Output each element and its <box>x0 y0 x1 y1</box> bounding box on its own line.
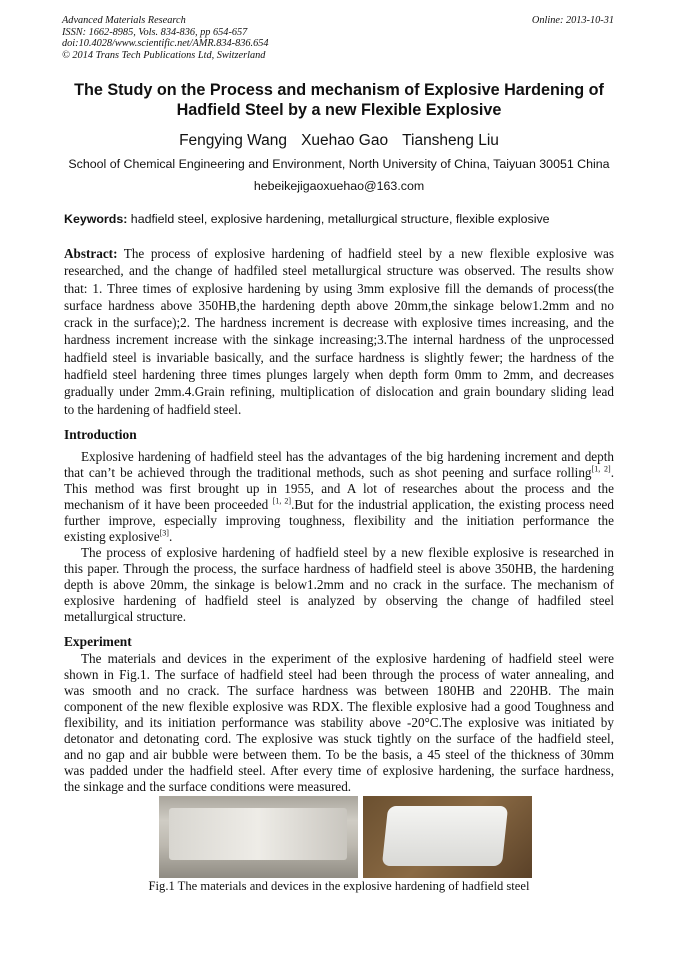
title-line: Hadfield Steel by a new Flexible Explosive <box>176 101 502 119</box>
author: Tiansheng Liu <box>402 132 499 149</box>
text: . <box>168 529 173 544</box>
text-line: detonator and detonating cord. The explosive was stuck tightly on the surface of the hadfield steel, <box>64 731 614 746</box>
journal-header <box>62 15 269 61</box>
text-line: this paper. Through the process, the surface hardness of hadfield steel is above 350HB, the hardening <box>64 561 614 576</box>
text-line <box>64 497 614 513</box>
text-line: explosive hardening of hadfield steel is analyzed by observing the change of hadfiled steel <box>64 593 614 608</box>
text-line: further improve, especially improving toughness, flexibility and the initiation performance the <box>64 513 614 528</box>
abstract-line: surface hardness above 350HB,the hardening depth above 20mm,the sinkage below1.2mm and no <box>64 297 614 313</box>
online-date: Online: 2013-10-31 <box>531 15 614 26</box>
abstract-line: that: 1. Three times of explosive hardening by using 3mm explosive fill the demands of process(the <box>64 280 614 296</box>
text-line: This method was first brought up in 1955, and A lot of researches about the process and the <box>64 481 614 496</box>
abstract-line: crack in the surface);2. The hardness increment is decrease with explosive times increasing, and the <box>64 315 614 331</box>
text-line: metallurgical structure. <box>64 609 187 624</box>
text-line <box>64 529 614 545</box>
text-line: depth is above 20mm, the sinkage is below1.2mm and no crack in the surface. The mechanism of <box>64 577 614 592</box>
authors <box>0 132 678 150</box>
text-line: The process of explosive hardening of hadfield steel by a new flexible explosive is researched in <box>81 545 614 560</box>
text: The process of explosive hardening of hadfield steel by a new flexible explosive was <box>117 246 614 261</box>
text-line: shown in Fig.1. The surface of hadfield steel had been through the process of water annealing, and <box>64 667 614 682</box>
abstract-line: researched, and the change of hadfiled steel metallurgical structure was observed. The results show <box>64 263 614 279</box>
citation: [1, 2] <box>272 496 292 506</box>
paper-title <box>40 80 638 120</box>
keywords-text: hadfield steel, explosive hardening, metallurgical structure, flexible explosive <box>127 212 550 226</box>
abstract-line: hadfield steel is invariable basically, and the surface hardness is slightly fewer; the hardness of the <box>64 349 614 365</box>
explosive-sample-photo <box>363 796 532 878</box>
abstract-line: hadfield steel hardening three times plunges largely when depth form 0mm to 2mm, and decreases <box>64 367 614 383</box>
citation: [3] <box>159 528 169 538</box>
citation: [1, 2] <box>591 464 611 474</box>
text-line: Explosive hardening of hadfield steel has the advantages of the big hardening increment and depth <box>81 449 614 464</box>
abstract-line <box>64 245 614 262</box>
issn: ISSN: 1662-8985, Vols. 834-836, pp 654-657 <box>62 26 248 38</box>
section-heading-introduction: Introduction <box>64 427 137 442</box>
experiment-body <box>64 651 614 795</box>
abstract-line: gradually under 2mm.4.Grain refining, multiplication of dislocation and grain boundary sliding lead <box>64 384 614 400</box>
text: .But for the industrial application, the existing process need <box>291 497 615 512</box>
abstract-label: Abstract: <box>64 246 118 261</box>
abstract <box>64 245 614 418</box>
text-line: and no gap and air bubble were between them. To be the basis, a 45 steel of the thickness of 30mm <box>64 747 614 762</box>
introduction-body <box>64 449 614 625</box>
section-heading-experiment: Experiment <box>64 634 132 649</box>
doi: doi:10.4028/www.scientific.net/AMR.834-836.654 <box>62 38 269 50</box>
text-line: The materials and devices in the experiment of the explosive hardening of hadfield steel were <box>81 651 614 666</box>
text: that can’t be achieved through the traditional methods, such as shot peening and surface rolling <box>64 465 592 480</box>
text: mechanism of it have been proceeded <box>64 497 273 512</box>
text: existing explosive <box>64 529 160 544</box>
email: hebeikejigaoxuehao@163.com <box>253 179 425 193</box>
text-line <box>64 465 614 481</box>
journal-name: Advanced Materials Research <box>62 15 186 26</box>
title-line: The Study on the Process and mechanism of Explosive Hardening of <box>74 81 604 99</box>
abstract-line: hardness increment increase with the sinkage increasing;3.The internal hardness of the unprocessed <box>64 332 614 348</box>
text-line: was padded under the hadfield steel. After every time of explosive hardening, the surface hardness, <box>64 763 614 778</box>
text-line: flexibility, and its initiation performance was stability above -20°C.The explosive was initiated by <box>64 715 614 730</box>
abstract-line: to the hardening of hadfield steel. <box>64 401 242 417</box>
author: Xuehao Gao <box>301 132 389 149</box>
keywords-label: Keywords: <box>64 212 128 226</box>
text-line: was smooth and no crack. The surface hardness was between 180HB and 220HB. The main <box>64 683 614 698</box>
steel-block-photo <box>159 796 358 878</box>
text-line: component of the new flexible explosive was RDX. The flexible explosive had a good Toughness and <box>64 699 614 714</box>
text-line: the sinkage and the surface conditions were measured. <box>64 779 352 794</box>
keywords <box>64 212 550 226</box>
affiliation: School of Chemical Engineering and Environment, North University of China, Taiyuan 30051 China <box>68 157 610 171</box>
copyright: © 2014 Trans Tech Publications Ltd, Switzerland <box>62 49 266 61</box>
figure-caption: Fig.1 The materials and devices in the explosive hardening of hadfield steel <box>148 879 530 893</box>
author: Fengying Wang <box>179 132 288 149</box>
text: . <box>610 465 614 480</box>
